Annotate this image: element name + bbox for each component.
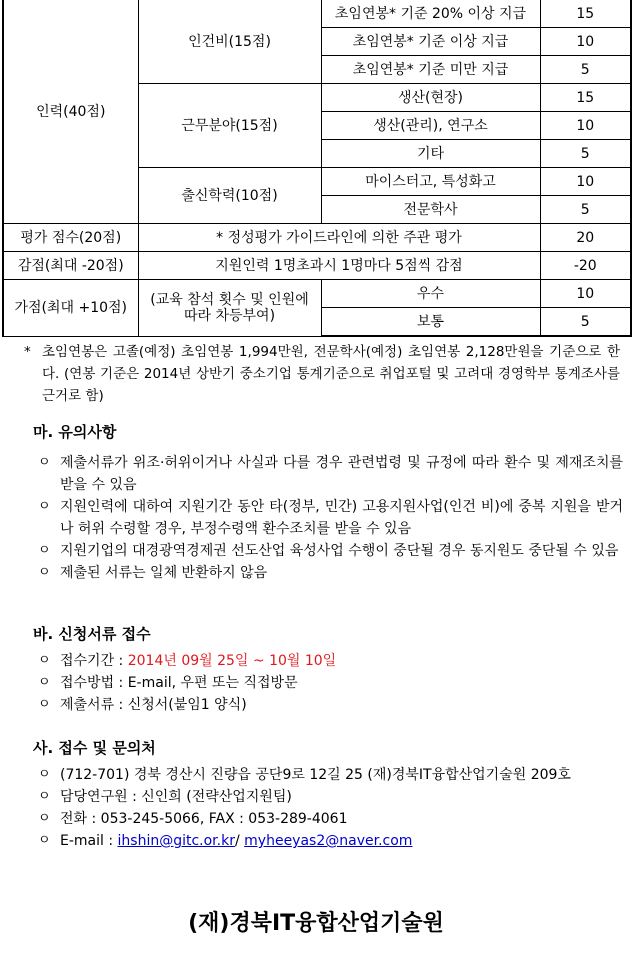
category-cell: 평가 점수(20점) [3,224,138,252]
list-item: ㅇ 지원기업의 대경광역경제권 선도산업 육성사업 수행이 중단될 경우 동지원도 중단될 수 있음 [33,540,623,562]
bullet-icon: ㅇ [38,565,51,580]
score-cell: 10 [540,28,631,56]
item-cell: 생산(현장) [321,84,540,112]
item-cell: 초임연봉* 기준 20% 이상 지급 [321,0,540,28]
bullet-icon: ㅇ [38,811,51,826]
list-item: ㅇ 제출서류 : 신청서(붙임1 양식) [33,694,623,716]
subcategory-cell: (교육 참석 횟수 및 인원에 따라 차등부여) [138,280,321,337]
category-cell: 가점(최대 +10점) [3,280,138,337]
period-label: 접수기간 : [60,653,128,669]
bullet-icon: ㅇ [38,499,51,514]
score-cell: 15 [540,0,631,28]
email-separator: / [234,833,245,849]
application-list [33,650,623,716]
item-cell: 생산(관리), 연구소 [321,112,540,140]
item-cell: 초임연봉* 기준 미만 지급 [321,56,540,84]
evaluation-table [2,0,632,337]
subcategory-cell: 출신학력(10점) [138,168,321,224]
list-item: ㅇ 접수방법 : E-mail, 우편 또는 직접방문 [33,672,623,694]
score-cell: 15 [540,84,631,112]
bullet-icon: ㅇ [38,767,51,782]
score-cell: 5 [540,308,631,337]
list-item: ㅇ 제출서류가 위조·허위이거나 사실과 다를 경우 관련법령 및 규정에 따라 환수 및 제재조치를 받을 수 있음 [33,452,623,496]
item-cell: 우수 [321,280,540,308]
table-row [3,252,631,280]
section-title: 바. 신청서류 접수 [33,625,151,643]
cautions-list [33,452,623,584]
score-cell: 5 [540,56,631,84]
email-label: E-mail : [60,833,118,849]
list-item [33,650,623,672]
email-link-1[interactable]: ihshin@gitc.or.kr [117,833,235,849]
bullet-icon: ㅇ [38,697,51,712]
score-cell: 10 [540,280,631,308]
category-cell: 인력(40점) [3,0,138,224]
cautions-section [33,420,623,584]
subcategory-cell: 인건비(15점) [138,0,321,84]
score-cell: 10 [540,168,631,196]
score-cell: 5 [540,196,631,224]
score-cell: 10 [540,112,631,140]
item-cell: 마이스터고, 특성화고 [321,168,540,196]
footnote-marker: * [24,344,31,360]
list-item: ㅇ 지원인력에 대하여 지원기간 동안 타(정부, 민간) 고용지원사업(인건 비)에 중복 지원을 받거나 허위 수령할 경우, 부정수령액 환수조치를 받을 수 있음 [33,496,623,540]
score-cell: -20 [540,252,631,280]
list-item: ㅇ (712-701) 경북 경산시 진량읍 공단9로 12길 25 (재)경북IT융합산업기술원 209호 [33,764,623,786]
list-item [33,830,623,852]
table-row [3,0,631,28]
application-section [33,622,623,716]
organization-name: (재)경북IT융합산업기술원 [188,911,444,936]
table-row [3,224,631,252]
item-cell: 지원인력 1명초과시 1명마다 5점씩 감점 [138,252,540,280]
bullet-icon: ㅇ [38,833,51,848]
category-cell: 감점(최대 -20점) [3,252,138,280]
score-cell: 20 [540,224,631,252]
item-cell: 초임연봉* 기준 이상 지급 [321,28,540,56]
bullet-icon: ㅇ [38,789,51,804]
list-item: ㅇ 담당연구원 : 신인희 (전략산업지원팀) [33,786,623,808]
list-item: ㅇ 전화 : 053-245-5066, FAX : 053-289-4061 [33,808,623,830]
period-value: 2014년 09월 25일 ~ 10월 10일 [127,653,337,669]
list-item: ㅇ 제출된 서류는 일체 반환하지 않음 [33,562,623,584]
item-cell: * 정성평가 가이드라인에 의한 주관 평가 [138,224,540,252]
footnote-text: 초임연봉은 고졸(예정) 초임연봉 1,994만원, 전문학사(예정) 초임연봉 2,128만원을 기준으로 한다. (연봉 기준은 2014년 상반기 중소기업 통계기준으로 취업포털 및 고려대 경영학부 통계조사를 근거로 함) [42,344,620,404]
item-cell: 보통 [321,308,540,337]
bullet-icon: ㅇ [38,543,51,558]
item-cell: 기타 [321,140,540,168]
item-cell: 전문학사 [321,196,540,224]
score-cell: 5 [540,140,631,168]
bullet-icon: ㅇ [38,455,51,470]
section-title: 사. 접수 및 문의처 [33,739,156,757]
table-row [3,280,631,308]
bullet-icon: ㅇ [38,675,51,690]
contact-section [33,736,623,852]
bullet-icon: ㅇ [38,653,51,668]
subcategory-cell: 근무분야(15점) [138,84,321,168]
email-link-2[interactable]: myheeyas2@naver.com [244,833,413,849]
salary-footnote [24,341,620,407]
section-title: 마. 유의사항 [33,423,117,441]
contact-list [33,764,623,852]
